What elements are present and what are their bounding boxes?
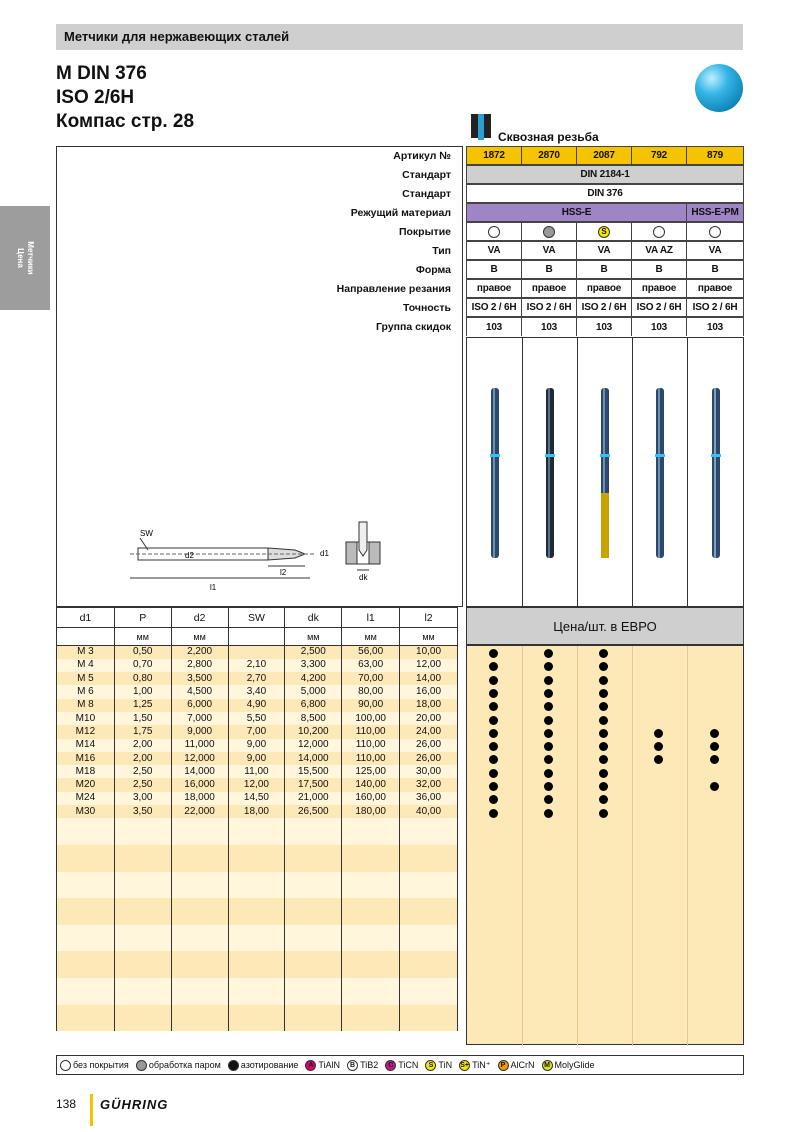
table-row[interactable] xyxy=(57,659,458,672)
side-tab[interactable] xyxy=(0,206,50,310)
availability-dot[interactable] xyxy=(489,676,498,685)
unit-cell: мм xyxy=(171,628,228,646)
table-cell: M 3 xyxy=(57,646,115,659)
table-row[interactable] xyxy=(57,646,458,659)
table-cell: 80,00 xyxy=(342,685,400,698)
table-cell: 2,200 xyxy=(171,646,228,659)
table-cell: 26,00 xyxy=(400,739,458,752)
article-number[interactable]: 1872 xyxy=(466,146,522,165)
availability-dot[interactable] xyxy=(489,809,498,818)
table-cell: 36,00 xyxy=(400,792,458,805)
legend-item xyxy=(305,1060,340,1071)
spec-label: Форма xyxy=(415,264,451,276)
table-cell: 18,00 xyxy=(400,699,458,712)
spec-label: Режущий материал xyxy=(350,207,451,219)
empty-row xyxy=(57,911,458,924)
table-cell: 18,00 xyxy=(228,805,285,818)
availability-dot[interactable] xyxy=(599,782,608,791)
spec-label: Точность xyxy=(402,302,451,314)
availability-dot[interactable] xyxy=(654,742,663,751)
availability-dot[interactable] xyxy=(489,649,498,658)
article-number[interactable]: 792 xyxy=(631,146,687,165)
availability-dot[interactable] xyxy=(489,769,498,778)
table-cell: M18 xyxy=(57,765,115,778)
table-cell: 11,000 xyxy=(171,739,228,752)
table-cell: 17,500 xyxy=(285,778,342,791)
legend-label: MolyGlide xyxy=(554,1060,595,1070)
availability-dot[interactable] xyxy=(599,795,608,804)
page-number: 138 xyxy=(56,1097,77,1111)
table-cell: 7,000 xyxy=(171,712,228,725)
availability-dot[interactable] xyxy=(489,716,498,725)
legend-item xyxy=(425,1060,452,1071)
coating-symbol-icon: M xyxy=(542,1060,553,1071)
legend-label: TiN⁺ xyxy=(472,1059,491,1070)
coating-symbol-icon: S+ xyxy=(460,1061,469,1069)
type-cell: VA AZ xyxy=(631,241,687,260)
drawing-label-l2: l2 xyxy=(280,568,287,577)
table-cell: 12,000 xyxy=(285,739,342,752)
tap-image-879[interactable] xyxy=(710,388,722,558)
table-cell: 24,00 xyxy=(400,725,458,738)
drawing-label-d2: d2 xyxy=(185,551,194,560)
spec-label: Направление резания xyxy=(336,283,451,295)
coating-symbol-icon xyxy=(228,1060,239,1071)
table-row[interactable] xyxy=(57,792,458,805)
empty-row xyxy=(57,885,458,898)
availability-dot[interactable] xyxy=(710,729,719,738)
table-cell: 12,000 xyxy=(171,752,228,765)
type-cell: VA xyxy=(521,241,577,260)
table-row[interactable] xyxy=(57,725,458,738)
type-cell: VA xyxy=(576,241,632,260)
hole-section-drawing xyxy=(340,520,390,590)
col-header: dk xyxy=(285,608,342,628)
accuracy-cell: ISO 2 / 6H xyxy=(631,298,687,317)
table-cell: 12,00 xyxy=(228,778,285,791)
table-cell: M 8 xyxy=(57,699,115,712)
legend-item xyxy=(385,1060,418,1071)
coating-cell xyxy=(576,222,632,241)
table-cell: 9,00 xyxy=(228,739,285,752)
table-cell: 3,500 xyxy=(171,672,228,685)
table-row[interactable] xyxy=(57,765,458,778)
discount-cell: 103 xyxy=(521,317,577,336)
availability-dot[interactable] xyxy=(489,795,498,804)
table-cell: 63,00 xyxy=(342,659,400,672)
legend-item xyxy=(347,1060,378,1071)
availability-dot[interactable] xyxy=(599,729,608,738)
table-cell: 21,000 xyxy=(285,792,342,805)
legend-label: AlCrN xyxy=(510,1060,535,1070)
legend-item xyxy=(459,1060,490,1071)
table-cell: 2,00 xyxy=(114,739,171,752)
tap-image-1872[interactable] xyxy=(489,388,501,558)
drawing-label-d1: d1 xyxy=(320,549,329,558)
form-cell: B xyxy=(466,260,522,279)
availability-dot[interactable] xyxy=(489,662,498,671)
title-line-3: Компас стр. 28 xyxy=(56,111,195,132)
availability-dot[interactable] xyxy=(544,769,553,778)
table-cell: 0,80 xyxy=(114,672,171,685)
table-cell: 11,00 xyxy=(228,765,285,778)
availability-dot[interactable] xyxy=(544,795,553,804)
spec-label: Группа скидок xyxy=(376,321,451,333)
table-cell: 160,00 xyxy=(342,792,400,805)
availability-dot[interactable] xyxy=(654,755,663,764)
table-cell: 0,70 xyxy=(114,659,171,672)
coating-cell xyxy=(466,222,522,241)
availability-dot[interactable] xyxy=(544,755,553,764)
table-cell: M24 xyxy=(57,792,115,805)
thread-type-label: Сквозная резьба xyxy=(498,130,599,144)
legend-item xyxy=(60,1060,129,1071)
table-cell: 14,000 xyxy=(285,752,342,765)
direction-cell: правое xyxy=(521,279,577,298)
uncoated-icon xyxy=(488,226,500,238)
table-cell: 9,000 xyxy=(171,725,228,738)
availability-dot[interactable] xyxy=(544,689,553,698)
title-line-2: ISO 2/6H xyxy=(56,87,135,108)
table-cell: 2,500 xyxy=(285,646,342,659)
type-cell: VA xyxy=(466,241,522,260)
form-cell: B xyxy=(631,260,687,279)
table-cell: M12 xyxy=(57,725,115,738)
steam-treated-icon xyxy=(543,226,555,238)
table-cell: 180,00 xyxy=(342,805,400,818)
table-cell: 4,200 xyxy=(285,672,342,685)
discount-cell: 103 xyxy=(466,317,522,336)
availability-dot[interactable] xyxy=(489,702,498,711)
legend-item xyxy=(228,1060,299,1071)
table-cell: M16 xyxy=(57,752,115,765)
table-cell: M 4 xyxy=(57,659,115,672)
section-title: Метчики для нержавеющих сталей xyxy=(64,29,290,44)
col-header: d2 xyxy=(171,608,228,628)
tap-image-2870[interactable] xyxy=(544,388,556,558)
table-cell: 26,500 xyxy=(285,805,342,818)
table-cell: 1,75 xyxy=(114,725,171,738)
side-tab-label: Метчики Цена xyxy=(16,241,35,275)
table-cell: 6,800 xyxy=(285,699,342,712)
table-cell: 16,000 xyxy=(171,778,228,791)
table-cell: 2,10 xyxy=(228,659,285,672)
table-cell: M20 xyxy=(57,778,115,791)
table-cell: 6,000 xyxy=(171,699,228,712)
unit-cell xyxy=(228,628,285,646)
legend-label: TiAlN xyxy=(318,1060,341,1070)
availability-dot[interactable] xyxy=(489,742,498,751)
legend-label: TiCN xyxy=(398,1060,419,1070)
table-row[interactable] xyxy=(57,805,458,818)
table-cell: 3,300 xyxy=(285,659,342,672)
table-cell: 20,00 xyxy=(400,712,458,725)
empty-row xyxy=(57,832,458,845)
direction-cell: правое xyxy=(686,279,744,298)
coating-cell xyxy=(521,222,577,241)
coating-symbol-icon: P xyxy=(498,1060,509,1071)
empty-row xyxy=(57,965,458,978)
coating-legend xyxy=(56,1055,744,1075)
spec-label: Стандарт xyxy=(402,169,451,181)
legend-item xyxy=(498,1060,535,1071)
product-images xyxy=(466,337,744,607)
uncoated-icon xyxy=(709,226,721,238)
table-cell: 4,500 xyxy=(171,685,228,698)
empty-row xyxy=(57,872,458,885)
coating-cell xyxy=(631,222,687,241)
table-cell: 15,500 xyxy=(285,765,342,778)
table-cell: 110,00 xyxy=(342,725,400,738)
accuracy-cell: ISO 2 / 6H xyxy=(521,298,577,317)
table-cell: 12,00 xyxy=(400,659,458,672)
table-cell: M 6 xyxy=(57,685,115,698)
table-cell: 2,70 xyxy=(228,672,285,685)
spec-label: Покрытие xyxy=(398,226,451,238)
legend-label: азотирование xyxy=(240,1060,299,1070)
unit-cell xyxy=(57,628,115,646)
spec-label: Артикул № xyxy=(393,150,451,162)
discount-cell: 103 xyxy=(631,317,687,336)
accuracy-cell: ISO 2 / 6H xyxy=(576,298,632,317)
table-cell: 14,50 xyxy=(228,792,285,805)
table-cell: 8,500 xyxy=(285,712,342,725)
brand-logo: GÜHRING xyxy=(100,1097,169,1112)
table-cell: 26,00 xyxy=(400,752,458,765)
spec-label: Стандарт xyxy=(402,188,451,200)
accuracy-cell: ISO 2 / 6H xyxy=(686,298,744,317)
availability-dot[interactable] xyxy=(599,689,608,698)
empty-row xyxy=(57,845,458,858)
availability-dot[interactable] xyxy=(489,729,498,738)
empty-row xyxy=(57,818,458,831)
direction-cell: правое xyxy=(631,279,687,298)
empty-row xyxy=(57,938,458,951)
tin-coating-icon: S xyxy=(598,226,610,238)
empty-row xyxy=(57,1005,458,1018)
empty-row xyxy=(57,991,458,1004)
table-cell: 2,50 xyxy=(114,778,171,791)
table-row[interactable] xyxy=(57,712,458,725)
table-cell: 2,800 xyxy=(171,659,228,672)
product-titles xyxy=(56,62,194,134)
col-header: SW xyxy=(228,608,285,628)
availability-dot[interactable] xyxy=(544,716,553,725)
empty-row xyxy=(57,978,458,991)
availability-dot[interactable] xyxy=(599,716,608,725)
table-cell: 22,000 xyxy=(171,805,228,818)
tap-image-792[interactable] xyxy=(654,388,666,558)
table-cell: 7,00 xyxy=(228,725,285,738)
availability-dot[interactable] xyxy=(544,702,553,711)
table-cell: 110,00 xyxy=(342,739,400,752)
table-row[interactable] xyxy=(57,752,458,765)
availability-dot[interactable] xyxy=(489,782,498,791)
table-cell: 10,00 xyxy=(400,646,458,659)
table-cell: 2,50 xyxy=(114,765,171,778)
empty-row xyxy=(57,858,458,871)
discount-cell: 103 xyxy=(686,317,744,336)
availability-dot[interactable] xyxy=(710,742,719,751)
table-cell: 5,50 xyxy=(228,712,285,725)
article-number[interactable]: 879 xyxy=(686,146,744,165)
availability-dot[interactable] xyxy=(544,729,553,738)
availability-dot[interactable] xyxy=(599,702,608,711)
coating-symbol-icon: S xyxy=(425,1060,436,1071)
empty-row xyxy=(57,925,458,938)
category-globe-icon xyxy=(695,64,743,112)
table-cell: 4,90 xyxy=(228,699,285,712)
table-cell: 14,000 xyxy=(171,765,228,778)
unit-cell: мм xyxy=(342,628,400,646)
drawing-label-dk: dk xyxy=(359,573,368,582)
table-cell: 5,000 xyxy=(285,685,342,698)
table-cell: 110,00 xyxy=(342,752,400,765)
table-row[interactable] xyxy=(57,739,458,752)
discount-cell: 103 xyxy=(576,317,632,336)
dims-units-row xyxy=(57,628,458,646)
unit-cell: мм xyxy=(285,628,342,646)
dims-header-row xyxy=(57,608,458,628)
form-cell: B xyxy=(686,260,744,279)
coating-symbol-icon: C xyxy=(385,1060,396,1071)
table-cell: 125,00 xyxy=(342,765,400,778)
col-header: d1 xyxy=(57,608,115,628)
table-row[interactable] xyxy=(57,778,458,791)
drawing-label-l1: l1 xyxy=(210,583,217,592)
coating-symbol-icon xyxy=(136,1060,147,1071)
type-cell: VA xyxy=(686,241,744,260)
availability-dot[interactable] xyxy=(544,742,553,751)
article-number[interactable]: 2087 xyxy=(576,146,632,165)
coating-symbol-icon xyxy=(60,1060,71,1071)
legend-label: TiN xyxy=(438,1060,453,1070)
availability-dot[interactable] xyxy=(599,755,608,764)
availability-dot[interactable] xyxy=(710,782,719,791)
direction-cell: правое xyxy=(466,279,522,298)
availability-dot[interactable] xyxy=(544,662,553,671)
legend-label: TiB2 xyxy=(360,1060,379,1070)
empty-row xyxy=(57,1018,458,1031)
table-cell: 1,25 xyxy=(114,699,171,712)
table-row[interactable] xyxy=(57,672,458,685)
table-cell: 3,00 xyxy=(114,792,171,805)
spec-label: Тип xyxy=(432,245,451,257)
availability-dot[interactable] xyxy=(599,649,608,658)
legend-item xyxy=(136,1060,221,1071)
article-number[interactable]: 2870 xyxy=(521,146,577,165)
section-header-bar xyxy=(56,24,743,50)
uncoated-icon xyxy=(653,226,665,238)
availability-dot[interactable] xyxy=(654,729,663,738)
price-availability-grid xyxy=(466,645,744,1045)
table-cell: 2,00 xyxy=(114,752,171,765)
empty-row xyxy=(57,898,458,911)
legend-item xyxy=(542,1060,595,1071)
standard-2: DIN 376 xyxy=(466,184,744,203)
table-cell: 1,50 xyxy=(114,712,171,725)
table-row[interactable] xyxy=(57,685,458,698)
col-header: l1 xyxy=(342,608,400,628)
table-cell: 90,00 xyxy=(342,699,400,712)
table-cell: 1,00 xyxy=(114,685,171,698)
unit-cell: мм xyxy=(114,628,171,646)
col-header: l2 xyxy=(400,608,458,628)
availability-dot[interactable] xyxy=(544,782,553,791)
table-cell: 3,50 xyxy=(114,805,171,818)
dimensions-table xyxy=(56,607,458,1031)
coating-symbol-icon: B xyxy=(347,1060,358,1071)
price-header: Цена/шт. в ЕВРО xyxy=(466,607,744,645)
material-hss-e: HSS-E xyxy=(466,203,687,222)
table-cell: 0,50 xyxy=(114,646,171,659)
table-cell: 40,00 xyxy=(400,805,458,818)
direction-cell: правое xyxy=(576,279,632,298)
table-cell: M30 xyxy=(57,805,115,818)
availability-dot[interactable] xyxy=(710,755,719,764)
table-cell: 18,000 xyxy=(171,792,228,805)
table-cell: 70,00 xyxy=(342,672,400,685)
form-cell: B xyxy=(521,260,577,279)
availability-dot[interactable] xyxy=(489,689,498,698)
availability-dot[interactable] xyxy=(489,755,498,764)
tap-image-2087[interactable] xyxy=(599,388,611,558)
table-cell: 14,00 xyxy=(400,672,458,685)
table-cell: 30,00 xyxy=(400,765,458,778)
table-row[interactable] xyxy=(57,699,458,712)
availability-dot[interactable] xyxy=(599,676,608,685)
drawing-label-sw: SW xyxy=(140,529,153,538)
unit-cell: мм xyxy=(400,628,458,646)
material-hss-e-pm: HSS-E-PM xyxy=(686,203,744,222)
table-cell: M14 xyxy=(57,739,115,752)
availability-dot[interactable] xyxy=(544,649,553,658)
table-cell: M 5 xyxy=(57,672,115,685)
table-cell: 140,00 xyxy=(342,778,400,791)
accuracy-cell: ISO 2 / 6H xyxy=(466,298,522,317)
availability-dot[interactable] xyxy=(599,742,608,751)
legend-label: обработка паром xyxy=(148,1060,221,1070)
availability-dot[interactable] xyxy=(599,662,608,671)
availability-dot[interactable] xyxy=(599,769,608,778)
table-cell: M10 xyxy=(57,712,115,725)
table-cell: 56,00 xyxy=(342,646,400,659)
table-cell: 16,00 xyxy=(400,685,458,698)
coating-cell xyxy=(686,222,744,241)
availability-dot[interactable] xyxy=(599,809,608,818)
standard-1: DIN 2184-1 xyxy=(466,165,744,184)
col-header: P xyxy=(114,608,171,628)
through-thread-icon xyxy=(468,114,494,140)
table-cell: 32,00 xyxy=(400,778,458,791)
title-line-1: M DIN 376 xyxy=(56,63,147,84)
availability-dot[interactable] xyxy=(544,676,553,685)
legend-label: без покрытия xyxy=(73,1060,129,1070)
table-cell: 10,200 xyxy=(285,725,342,738)
table-cell: 9,00 xyxy=(228,752,285,765)
table-cell: 3,40 xyxy=(228,685,285,698)
table-cell xyxy=(228,646,285,659)
footer-accent-bar xyxy=(90,1094,93,1126)
availability-dot[interactable] xyxy=(544,809,553,818)
form-cell: B xyxy=(576,260,632,279)
table-cell: 100,00 xyxy=(342,712,400,725)
coating-symbol-icon: A xyxy=(305,1060,316,1071)
empty-row xyxy=(57,951,458,964)
